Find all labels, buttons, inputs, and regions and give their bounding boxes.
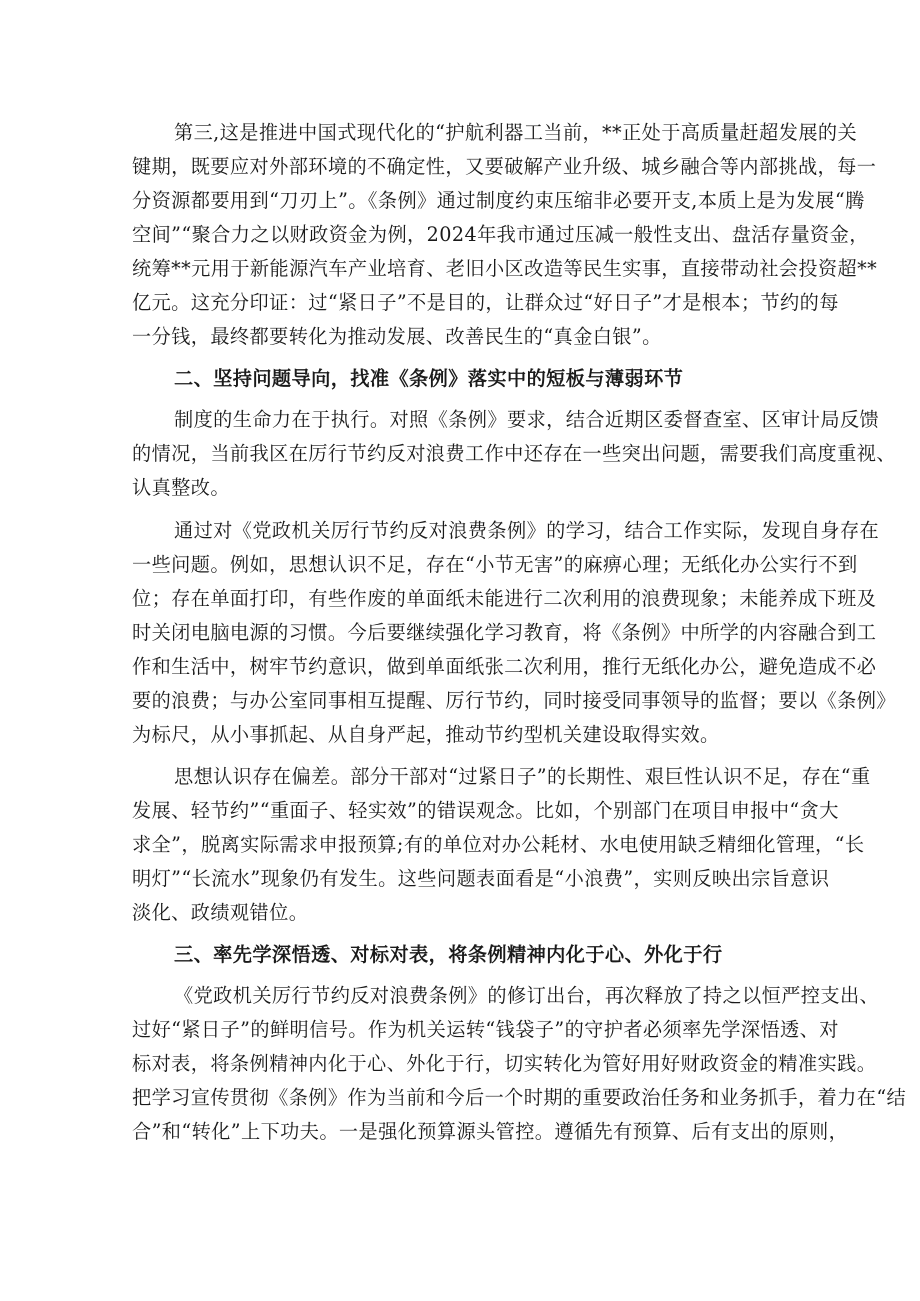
paragraph-line: 键期，既要应对外部环境的不确定性，又要破解产业升级、城乡融合等内部挑战，每一 [132, 155, 877, 178]
paragraph-line: 过好“紧日子”的鲜明信号。作为机关运转“钱袋子”的守护者必须率先学深悟透、对 [132, 1018, 839, 1041]
paragraph-line: 合”和“转化”上下功夫。一是强化预算源头管控。遵循先有预算、后有支出的原则， [132, 1120, 849, 1143]
paragraph-line: 空间”“聚合力之以财政资金为例，2024年我市通过压减一般性支出、盘活存量资金， [132, 223, 869, 246]
paragraph-line: 把学习宣传贯彻《条例》作为当前和今后一个时期的重要政治任务和业务抓手，着力在“结 [132, 1086, 907, 1109]
paragraph-line: 分资源都要用到“刀刃上”。《条例》通过制度约束压缩非必要开支,本质上是为发展“腾 [132, 189, 865, 212]
paragraph-line: 思想认识存在偏差。部分干部对“过紧日子”的长期性、艰巨性认识不足，存在“重 [174, 765, 871, 788]
paragraph-line: 时关闭电脑电源的习惯。今后要继续强化学习教育，将《条例》中所学的内容融合到工 [132, 621, 877, 644]
paragraph-line: 《党政机关厉行节约反对浪费条例》的修订出台，再次释放了持之以恒严控支出、 [174, 984, 880, 1007]
section-heading: 二、坚持问题导向，找准《条例》落实中的短板与薄弱环节 [174, 367, 684, 390]
paragraph-line: 第三,这是推进中国式现代化的“护航利器工当前，**正处于高质量赶超发展的关 [174, 121, 858, 144]
paragraph-line: 求全”，脱离实际需求申报预算;有的单位对办公耗材、水电使用缺乏精细化管理，“长 [132, 833, 865, 856]
paragraph-line: 淡化、政绩观错位。 [132, 901, 309, 924]
paragraph-line: 认真整改。 [132, 476, 230, 499]
paragraph-line: 发展、轻节约”“重面子、轻实效”的错误观念。比如，个别部门在项目申报中“贪大 [132, 799, 839, 822]
section-heading: 三、率先学深悟透、对标对表，将条例精神内化于心、外化于行 [174, 943, 723, 966]
paragraph-line: 为标尺，从小事抓起、从自身严起，推动节约型机关建设取得实效。 [132, 723, 720, 746]
paragraph-line: 通过对《党政机关厉行节约反对浪费条例》的学习，结合工作实际，发现自身存在 [174, 519, 880, 542]
paragraph-line: 制度的生命力在于执行。对照《条例》要求，结合近期区委督查室、区审计局反馈 [174, 408, 880, 431]
paragraph-line: 标对表，将条例精神内化于心、外化于行，切实转化为管好用好财政资金的精准实践。 [132, 1052, 877, 1075]
paragraph-line: 统筹**元用于新能源汽车产业培育、老旧小区改造等民生实事，直接带动社会投资超** [132, 257, 878, 280]
paragraph-line: 明灯”“长流水”现象仍有发生。这些问题表面看是“小浪费”，实则反映出宗旨意识 [132, 867, 830, 890]
paragraph-line: 一些问题。例如，思想认识不足，存在“小节无害”的麻痹心理；无纸化办公实行不到 [132, 553, 858, 576]
paragraph-line: 位；存在单面打印，有些作废的单面纸未能进行二次利用的浪费现象；未能养成下班及 [132, 587, 877, 610]
paragraph-line: 的情况，当前我区在厉行节约反对浪费工作中还存在一些突出问题，需要我们高度重视、 [132, 442, 896, 465]
paragraph-line: 要的浪费；与办公室同事相互提醒、厉行节约，同时接受同事领导的监督；要以《条例》 [132, 689, 896, 712]
paragraph-line: 亿元。这充分印证：过“紧日子”不是目的，让群众过“好日子”才是根本；节约的每 [132, 291, 839, 314]
paragraph-line: 一分钱，最终都要转化为推动发展、改善民生的“真金白银”。 [132, 325, 662, 348]
paragraph-line: 作和生活中，树牢节约意识，做到单面纸张二次利用，推行无纸化办公，避免造成不必 [132, 655, 877, 678]
